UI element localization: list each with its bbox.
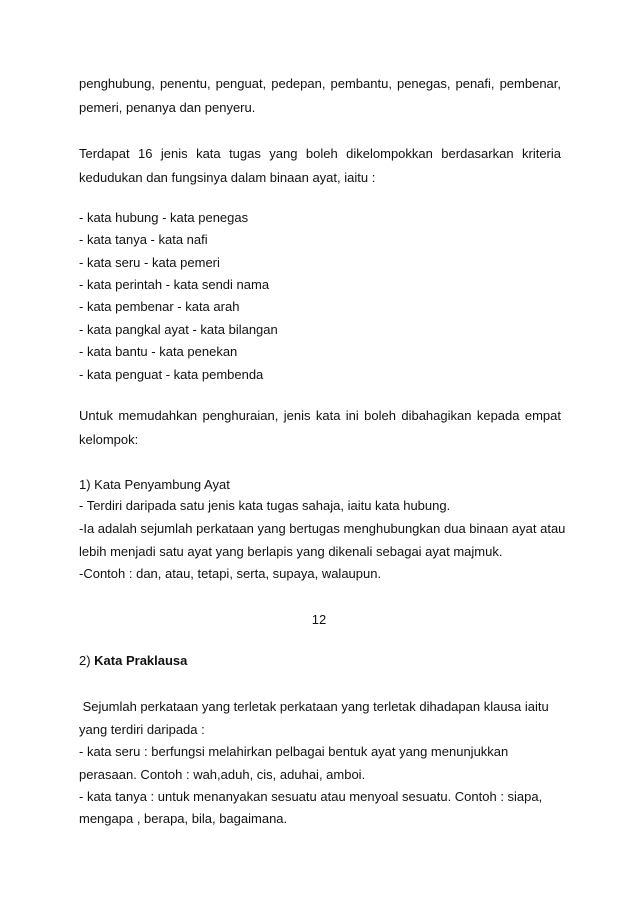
section1-line2: -Ia adalah sejumlah perkataan yang bertugas menghubungkan dua binaan ayat atau bbox=[79, 521, 566, 536]
list-item: - kata hubung - kata penegas bbox=[79, 210, 249, 225]
para1-line2: pemeri, penanya dan penyeru. bbox=[79, 100, 256, 115]
section1-line4: -Contoh : dan, atau, tetapi, serta, supaya, walaupun. bbox=[79, 566, 382, 581]
section2-line3: - kata seru : berfungsi melahirkan pelbagai bentuk ayat yang menunjukkan bbox=[79, 744, 509, 759]
section2-line1: Sejumlah perkataan yang terletak perkataan yang terletak dihadapan klausa iaitu bbox=[79, 699, 549, 714]
para2-line2: kedudukan dan fungsinya dalam binaan ayat, iaitu : bbox=[79, 170, 376, 185]
section2-line6: mengapa , berapa, bila, bagaimana. bbox=[79, 811, 288, 826]
para1-line1: penghubung, penentu, penguat, pedepan, pembantu, penegas, penafi, pembenar, bbox=[79, 76, 561, 91]
section2-heading-bold: Kata Praklausa bbox=[94, 653, 188, 668]
para2-line1: Terdapat 16 jenis kata tugas yang boleh dikelompokkan berdasarkan kriteria bbox=[79, 146, 561, 161]
list-item: - kata seru - kata pemeri bbox=[79, 255, 220, 270]
list-item: - kata pembenar - kata arah bbox=[79, 299, 240, 314]
list-item: - kata penguat - kata pembenda bbox=[79, 367, 264, 382]
section2-line5: - kata tanya : untuk menanyakan sesuatu atau menyoal sesuatu. Contoh : siapa, bbox=[79, 789, 543, 804]
section1-line3: lebih menjadi satu ayat yang berlapis yang dikenali sebagai ayat majmuk. bbox=[79, 544, 503, 559]
list-item: - kata pangkal ayat - kata bilangan bbox=[79, 322, 278, 337]
para3-line1: Untuk memudahkan penghuraian, jenis kata ini boleh dibahagikan kepada empat bbox=[79, 408, 561, 423]
list-item: - kata tanya - kata nafi bbox=[79, 232, 208, 247]
page-number: 12 bbox=[311, 612, 327, 627]
list-item: - kata bantu - kata penekan bbox=[79, 344, 238, 359]
section1-heading: 1) Kata Penyambung Ayat bbox=[79, 477, 230, 492]
section2-line4: perasaan. Contoh : wah,aduh, cis, aduhai, amboi. bbox=[79, 767, 366, 782]
section2-heading-prefix: 2) bbox=[79, 653, 95, 668]
section1-line1: - Terdiri daripada satu jenis kata tugas sahaja, iaitu kata hubung. bbox=[79, 498, 451, 513]
list-item: - kata perintah - kata sendi nama bbox=[79, 277, 270, 292]
section2-heading bbox=[79, 653, 187, 669]
para3-line2: kelompok: bbox=[79, 432, 139, 447]
section2-line2: yang terdiri daripada : bbox=[79, 722, 205, 737]
